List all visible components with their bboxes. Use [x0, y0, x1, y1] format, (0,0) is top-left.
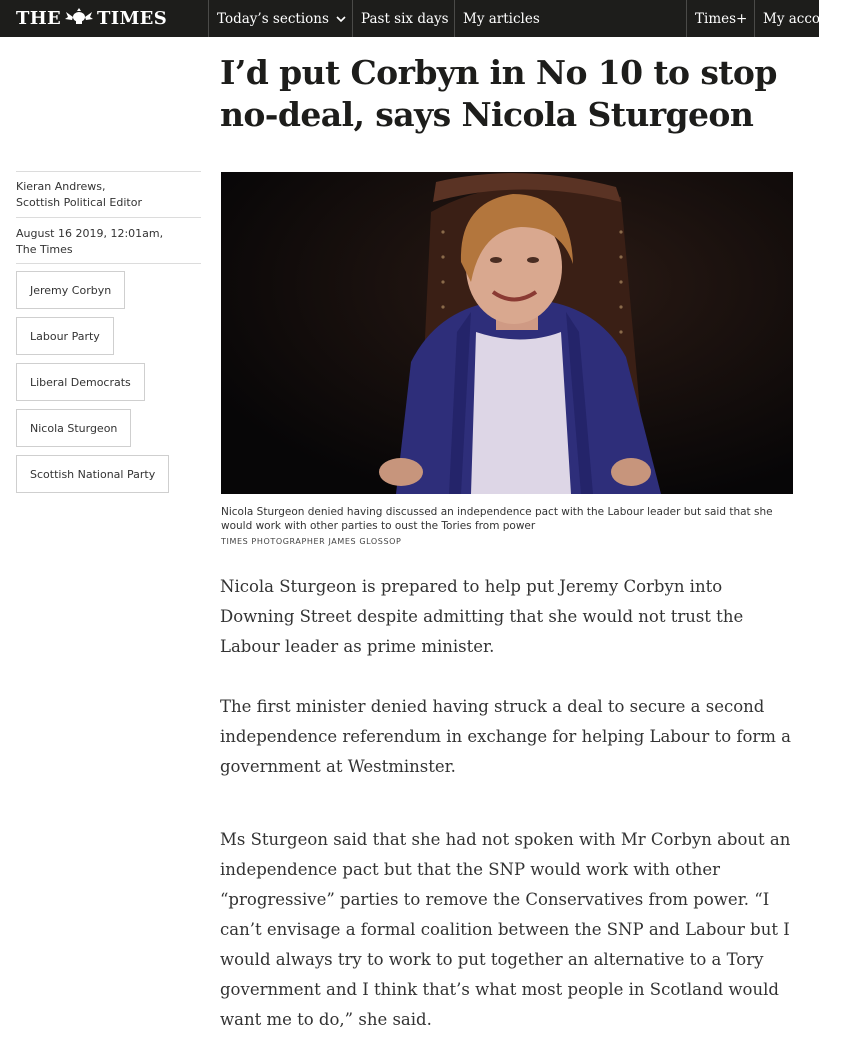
logo-text-times: TIMES	[97, 7, 167, 29]
photo-credit: TIMES PHOTOGRAPHER JAMES GLOSSOP	[221, 537, 402, 546]
topic-tag-liberal-democrats[interactable]: Liberal Democrats	[16, 363, 145, 401]
the-times-logo[interactable]	[16, 5, 167, 31]
chevron-down-icon	[335, 13, 347, 25]
topic-tag-jeremy-corbyn[interactable]: Jeremy Corbyn	[16, 271, 125, 309]
article-headline: I’d put Corbyn in No 10 to stop no-deal, says Nicola Sturgeon	[220, 53, 777, 134]
article-paragraph: Ms Sturgeon said that she had not spoken with Mr Corbyn about an independence pact but that the SNP would work with other “progressive” parties to remove the Conservatives from power. “I can’t envisage a formal coalition between the SNP and Labour but I would always try to work to put together an alternative to a Tory government and I think that’s what most people in Scotland would want me to do,” she said.	[220, 830, 791, 1029]
my-articles-link[interactable]	[454, 0, 545, 37]
topic-tag-nicola-sturgeon[interactable]: Nicola Sturgeon	[16, 409, 131, 447]
my-articles-label: My articles	[463, 10, 540, 27]
dateline	[16, 226, 201, 258]
logo-text-the: THE	[16, 7, 62, 29]
article-paragraph: The first minister denied having struck a deal to secure a second independence referendum in exchange for helping Labour to form a government at Westminster.	[220, 697, 792, 776]
byline	[16, 179, 201, 211]
my-account-label: My account	[763, 10, 843, 27]
crest-icon	[64, 8, 94, 29]
top-navigation-bar	[0, 0, 843, 37]
article-photo	[221, 172, 793, 494]
sidebar-divider	[16, 263, 201, 264]
photo-caption: Nicola Sturgeon denied having discussed an independence pact with the Labour leader but said that she would work with other parties to oust the Tories from power	[221, 506, 773, 532]
todays-sections-label: Today’s sections	[217, 10, 329, 27]
author-role: Scottish Political Editor	[16, 196, 142, 209]
publication-name: The Times	[16, 243, 73, 256]
past-six-days-label: Past six days	[361, 10, 449, 27]
topic-tag-labour-party[interactable]: Labour Party	[16, 317, 114, 355]
my-account-link[interactable]	[754, 0, 844, 37]
times-plus-label: Times+	[695, 10, 748, 27]
sidebar-divider	[16, 171, 201, 172]
publish-date: August 16 2019, 12:01am,	[16, 227, 164, 240]
todays-sections-menu[interactable]	[208, 0, 352, 37]
article-paragraph: Nicola Sturgeon is prepared to help put Jeremy Corbyn into Downing Street despite admitting that she would not trust the Labour leader as prime minister.	[220, 577, 744, 656]
author-name[interactable]: Kieran Andrews,	[16, 180, 106, 193]
past-six-days-link[interactable]	[352, 0, 454, 37]
times-plus-link[interactable]	[686, 0, 754, 37]
topic-tag-scottish-national-party[interactable]: Scottish National Party	[16, 455, 169, 493]
sidebar-divider	[16, 217, 201, 218]
